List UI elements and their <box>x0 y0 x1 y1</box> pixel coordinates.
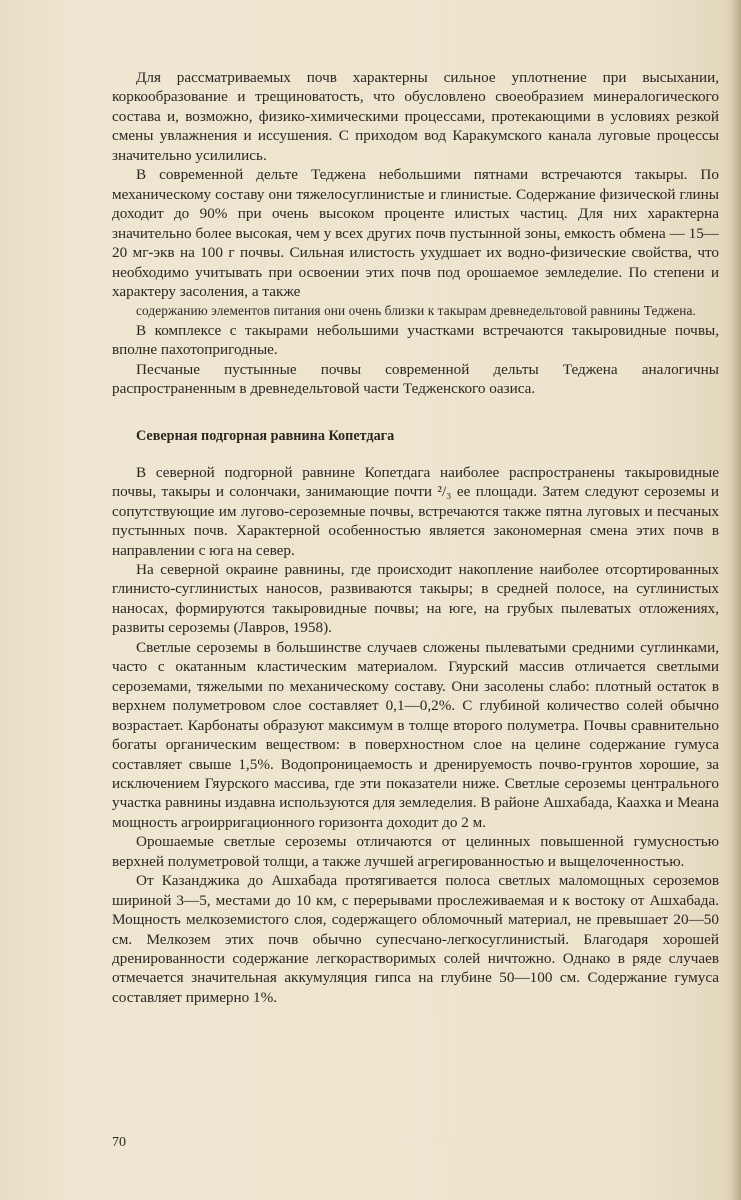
paragraph-sandy-desert-soils: Песчаные пустынные почвы современной дельты Теджена аналогичны распространенным в древнедельтовой части Тедженского оазиса. <box>112 360 719 398</box>
section-heading: Северная подгорная равнина Копетдага <box>136 427 395 444</box>
paragraph-takyr-modern-delta: В современной дельте Теджена небольшими пятнами встречаются такыры. По механическому составу они тяжелосуглинистые и глинистые. Содержание физической глины доходит до 90% при очень высоком проценте илистых частиц. Для них характерна значительно более высокая, чем у всех других почв пустынной зоны, емкость обмена — 15—20 мг-экв на 100 г почвы. Сильная илистость ухудшает их водно-физические свойства, что необходимо учитывать при освоении этих почв под орошаемое земледелие. По степени и характеру засоления, а также <box>112 166 719 300</box>
paragraph-kopetdag-plain: В северной подгорной равнине Копетдага наиболее распространены такыровидные почвы, такыры и солончаки, занимающие почти ²/₃ ее площади. Затем следуют сероземы и сопутствующие им лугово-сероземные почвы, встречаются также пятна луговых и песчаных пустынных почв. Характерной особенностью является закономерная смена этих почв в направлении с юга на север. <box>112 463 719 559</box>
page-edge-shadow <box>731 0 741 1200</box>
paragraph-irrigated-serozems: Орошаемые светлые сероземы отличаются от целинных повышенной гумусностью верхней полуметровой толщи, а также лучшей агрегированностью и выщелоченностью. <box>112 833 719 870</box>
page-content <box>112 68 719 1007</box>
paragraph-light-serozems: Светлые сероземы в большинстве случаев сложены пылеватыми средними суглинками, часто с окатанным кластическим материалом. Гяурский массив отличается светлыми сероземами, тяжелыми по механическому составу. Они засолены слабо: плотный остаток в верхнем полуметровом слое составляет 0,1—0,2%. С глубиной количество солей обычно возрастает. Карбонаты образуют максимум в толще второго полуметра. Почвы сравнительно богаты органическим веществом: в поверхностном слое на целине содержание гумуса составляет свыше 1,5%. Водопроницаемость и дренируемость почво-грунтов хорошие, за исключением Гяурского массива, где эти показатели ниже. Светлые сероземы центрального участка равнины издавна используются для земледелия. В районе Ашхабада, Каахка и Меана мощность агроирригационного горизонта доходит до 2 м. <box>112 638 719 831</box>
paragraph-takyr-nutrients: содержанию элементов питания они очень близки к такырам древнедельтовой равнины Теджена. <box>136 303 696 319</box>
paragraph-north-edge: На северной окраине равнины, где происходит накопление наиболее отсортированных глинисто-суглинистых наносов, развиваются такыры; в средней полосе, на суглинистых наносах, формируются такыровидные почвы; на юге, на грубых пылеватых отложениях, развиты сероземы (Лавров, 1958). <box>112 560 719 637</box>
paragraph-takyr-like-soils: В комплексе с такырами небольшими участками встречаются такыровидные почвы, вполне пахотопригодные. <box>112 321 719 359</box>
page-number: 70 <box>112 1135 126 1150</box>
paragraph-soil-compaction: Для рассматриваемых почв характерны сильное уплотнение при высыхании, коркообразование и трещиноватость, что обусловлено своеобразием минералогического состава и, возможно, физико-химическими процессами, протекающими в условиях резкой смены увлажнения и иссушения. С приходом вод Каракумского канала луговые процессы значительно усилились. <box>112 69 719 164</box>
paragraph-kazandzhik-strip: От Казанджика до Ашхабада протягивается полоса светлых маломощных сероземов шириной 3—5, местами до 10 км, с перерывами прослеживаемая и к востоку от Ашхабада. Мощность мелкоземистого слоя, содержащего обломочный материал, не превышает 20—50 см. Мелкозем этих почв обычно супесчано-легкосуглинистый. Благодаря хорошей дренированности содержание легкорастворимых солей ничтожно. Однако в ряде случаев отмечается значительная аккумуляция гипса на глубине 50—100 см. Содержание гумуса составляет примерно 1%. <box>112 872 719 1006</box>
